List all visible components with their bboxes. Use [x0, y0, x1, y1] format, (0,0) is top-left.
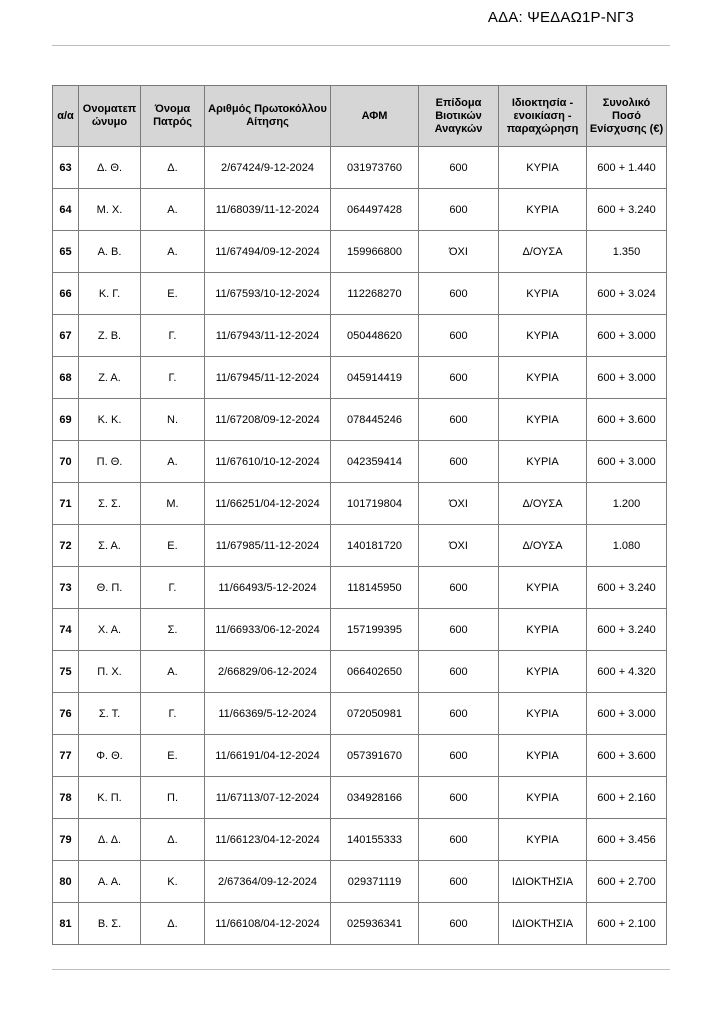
cell-aa: 68 — [53, 357, 79, 399]
cell-aa: 76 — [53, 693, 79, 735]
cell-afm: 031973760 — [331, 147, 419, 189]
table-row — [53, 819, 667, 861]
cell-father-name: Ε. — [141, 525, 205, 567]
col-header-protocol: Αριθμός Πρωτοκόλλου Αίτησης — [205, 86, 331, 147]
cell-protocol: 2/66829/06-12-2024 — [205, 651, 331, 693]
col-header-allowance: Επίδομα Βιοτικών Αναγκών — [419, 86, 499, 147]
cell-name: Χ. Α. — [79, 609, 141, 651]
cell-afm: 157199395 — [331, 609, 419, 651]
table-row — [53, 483, 667, 525]
cell-ownership: Δ/ΟΥΣΑ — [499, 231, 587, 273]
cell-aa: 77 — [53, 735, 79, 777]
cell-protocol: 2/67364/09-12-2024 — [205, 861, 331, 903]
cell-ownership: ΚΥΡΙΑ — [499, 777, 587, 819]
cell-ownership: ΚΥΡΙΑ — [499, 609, 587, 651]
cell-protocol: 11/67593/10-12-2024 — [205, 273, 331, 315]
cell-protocol: 11/67610/10-12-2024 — [205, 441, 331, 483]
cell-name: Π. Θ. — [79, 441, 141, 483]
cell-allowance: ΌΧΙ — [419, 231, 499, 273]
cell-aa: 72 — [53, 525, 79, 567]
table-row — [53, 651, 667, 693]
cell-father-name: Ε. — [141, 735, 205, 777]
cell-protocol: 11/66108/04-12-2024 — [205, 903, 331, 945]
cell-total: 600 + 3.240 — [587, 567, 667, 609]
cell-name: Α. Α. — [79, 861, 141, 903]
cell-father-name: Σ. — [141, 609, 205, 651]
cell-name: Κ. Π. — [79, 777, 141, 819]
cell-afm: 140181720 — [331, 525, 419, 567]
cell-name: Κ. Γ. — [79, 273, 141, 315]
cell-protocol: 11/67985/11-12-2024 — [205, 525, 331, 567]
cell-total: 1.080 — [587, 525, 667, 567]
cell-father-name: Α. — [141, 189, 205, 231]
cell-allowance: 600 — [419, 189, 499, 231]
col-header-afm: ΑΦΜ — [331, 86, 419, 147]
cell-ownership: ΚΥΡΙΑ — [499, 567, 587, 609]
cell-protocol: 11/67945/11-12-2024 — [205, 357, 331, 399]
table-row — [53, 609, 667, 651]
cell-father-name: Δ. — [141, 903, 205, 945]
cell-name: Σ. Α. — [79, 525, 141, 567]
table-row — [53, 735, 667, 777]
col-header-name: Ονοματεπ ώνυμο — [79, 86, 141, 147]
cell-allowance: 600 — [419, 693, 499, 735]
cell-aa: 79 — [53, 819, 79, 861]
cell-ownership: ΚΥΡΙΑ — [499, 441, 587, 483]
cell-afm: 078445246 — [331, 399, 419, 441]
cell-afm: 029371119 — [331, 861, 419, 903]
cell-allowance: 600 — [419, 819, 499, 861]
cell-total: 600 + 3.600 — [587, 735, 667, 777]
cell-name: Π. Χ. — [79, 651, 141, 693]
cell-allowance: 600 — [419, 441, 499, 483]
cell-total: 600 + 2.700 — [587, 861, 667, 903]
cell-allowance: 600 — [419, 147, 499, 189]
beneficiaries-table — [52, 85, 667, 945]
cell-total: 600 + 3.600 — [587, 399, 667, 441]
table-row — [53, 399, 667, 441]
cell-protocol: 11/66191/04-12-2024 — [205, 735, 331, 777]
cell-aa: 75 — [53, 651, 79, 693]
cell-ownership: ΚΥΡΙΑ — [499, 651, 587, 693]
col-header-father-name: Όνομα Πατρός — [141, 86, 205, 147]
cell-total: 600 + 2.100 — [587, 903, 667, 945]
cell-aa: 81 — [53, 903, 79, 945]
table-row — [53, 147, 667, 189]
cell-ownership: ΚΥΡΙΑ — [499, 693, 587, 735]
cell-afm: 101719804 — [331, 483, 419, 525]
table-row — [53, 567, 667, 609]
table-row — [53, 315, 667, 357]
table-row — [53, 693, 667, 735]
cell-name: Δ. Θ. — [79, 147, 141, 189]
cell-allowance: 600 — [419, 651, 499, 693]
cell-father-name: Δ. — [141, 147, 205, 189]
cell-allowance: ΌΧΙ — [419, 525, 499, 567]
cell-afm: 140155333 — [331, 819, 419, 861]
cell-allowance: 600 — [419, 903, 499, 945]
cell-name: Κ. Κ. — [79, 399, 141, 441]
cell-name: Φ. Θ. — [79, 735, 141, 777]
cell-ownership: ΚΥΡΙΑ — [499, 399, 587, 441]
cell-father-name: Ν. — [141, 399, 205, 441]
cell-total: 600 + 3.000 — [587, 441, 667, 483]
cell-ownership: ΚΥΡΙΑ — [499, 819, 587, 861]
table-row — [53, 903, 667, 945]
cell-afm: 064497428 — [331, 189, 419, 231]
cell-ownership: ΙΔΙΟΚΤΗΣΙΑ — [499, 903, 587, 945]
footer-divider — [52, 969, 670, 970]
cell-father-name: Α. — [141, 441, 205, 483]
cell-aa: 66 — [53, 273, 79, 315]
cell-afm: 112268270 — [331, 273, 419, 315]
cell-allowance: 600 — [419, 609, 499, 651]
cell-father-name: Γ. — [141, 315, 205, 357]
cell-father-name: Ε. — [141, 273, 205, 315]
cell-allowance: 600 — [419, 861, 499, 903]
table-row — [53, 777, 667, 819]
cell-aa: 70 — [53, 441, 79, 483]
cell-afm: 045914419 — [331, 357, 419, 399]
table-row — [53, 231, 667, 273]
cell-father-name: Γ. — [141, 357, 205, 399]
cell-afm: 042359414 — [331, 441, 419, 483]
cell-aa: 73 — [53, 567, 79, 609]
cell-allowance: 600 — [419, 315, 499, 357]
cell-afm: 118145950 — [331, 567, 419, 609]
cell-total: 600 + 3.024 — [587, 273, 667, 315]
cell-father-name: Π. — [141, 777, 205, 819]
cell-afm: 050448620 — [331, 315, 419, 357]
cell-protocol: 11/67943/11-12-2024 — [205, 315, 331, 357]
cell-total: 600 + 4.320 — [587, 651, 667, 693]
cell-father-name: Δ. — [141, 819, 205, 861]
cell-afm: 025936341 — [331, 903, 419, 945]
cell-aa: 69 — [53, 399, 79, 441]
cell-protocol: 11/66493/5-12-2024 — [205, 567, 331, 609]
cell-father-name: Γ. — [141, 567, 205, 609]
cell-afm: 159966800 — [331, 231, 419, 273]
cell-name: Δ. Δ. — [79, 819, 141, 861]
cell-aa: 80 — [53, 861, 79, 903]
cell-total: 600 + 3.240 — [587, 189, 667, 231]
cell-father-name: Α. — [141, 231, 205, 273]
cell-father-name: Γ. — [141, 693, 205, 735]
table-header-row — [53, 86, 667, 147]
table-row — [53, 357, 667, 399]
cell-allowance: 600 — [419, 357, 499, 399]
cell-total: 600 + 3.000 — [587, 693, 667, 735]
cell-protocol: 11/68039/11-12-2024 — [205, 189, 331, 231]
ada-code: ΑΔΑ: ΨΕΔΑΩ1Ρ-ΝΓ3 — [487, 9, 634, 26]
table-row — [53, 189, 667, 231]
cell-name: Μ. Χ. — [79, 189, 141, 231]
cell-total: 600 + 3.240 — [587, 609, 667, 651]
cell-total: 600 + 3.456 — [587, 819, 667, 861]
cell-allowance: 600 — [419, 567, 499, 609]
cell-afm: 057391670 — [331, 735, 419, 777]
cell-protocol: 11/66251/04-12-2024 — [205, 483, 331, 525]
cell-aa: 65 — [53, 231, 79, 273]
table-row — [53, 861, 667, 903]
cell-aa: 67 — [53, 315, 79, 357]
cell-ownership: ΚΥΡΙΑ — [499, 147, 587, 189]
cell-ownership: ΚΥΡΙΑ — [499, 273, 587, 315]
cell-name: Θ. Π. — [79, 567, 141, 609]
cell-father-name: Κ. — [141, 861, 205, 903]
cell-protocol: 11/67494/09-12-2024 — [205, 231, 331, 273]
cell-aa: 78 — [53, 777, 79, 819]
cell-protocol: 11/66933/06-12-2024 — [205, 609, 331, 651]
header-divider — [52, 45, 670, 46]
col-header-aa: α/α — [53, 86, 79, 147]
cell-total: 600 + 3.000 — [587, 357, 667, 399]
cell-ownership: ΚΥΡΙΑ — [499, 735, 587, 777]
table-row — [53, 525, 667, 567]
cell-protocol: 11/66123/04-12-2024 — [205, 819, 331, 861]
cell-protocol: 11/67113/07-12-2024 — [205, 777, 331, 819]
cell-total: 1.200 — [587, 483, 667, 525]
cell-aa: 63 — [53, 147, 79, 189]
cell-father-name: Α. — [141, 651, 205, 693]
cell-name: Σ. Σ. — [79, 483, 141, 525]
cell-ownership: ΚΥΡΙΑ — [499, 315, 587, 357]
cell-name: Ζ. Α. — [79, 357, 141, 399]
cell-ownership: ΚΥΡΙΑ — [499, 357, 587, 399]
cell-afm: 034928166 — [331, 777, 419, 819]
cell-ownership: ΚΥΡΙΑ — [499, 189, 587, 231]
cell-protocol: 2/67424/9-12-2024 — [205, 147, 331, 189]
cell-ownership: Δ/ΟΥΣΑ — [499, 483, 587, 525]
cell-total: 600 + 1.440 — [587, 147, 667, 189]
cell-aa: 64 — [53, 189, 79, 231]
cell-ownership: ΙΔΙΟΚΤΗΣΙΑ — [499, 861, 587, 903]
cell-total: 1.350 — [587, 231, 667, 273]
table-row — [53, 441, 667, 483]
col-header-ownership: Ιδιοκτησία - ενοικίαση - παραχώρηση — [499, 86, 587, 147]
cell-total: 600 + 3.000 — [587, 315, 667, 357]
cell-name: Σ. Τ. — [79, 693, 141, 735]
cell-aa: 74 — [53, 609, 79, 651]
cell-total: 600 + 2.160 — [587, 777, 667, 819]
cell-name: Ζ. Β. — [79, 315, 141, 357]
cell-allowance: 600 — [419, 273, 499, 315]
cell-ownership: Δ/ΟΥΣΑ — [499, 525, 587, 567]
cell-allowance: 600 — [419, 777, 499, 819]
cell-protocol: 11/67208/09-12-2024 — [205, 399, 331, 441]
cell-aa: 71 — [53, 483, 79, 525]
cell-allowance: 600 — [419, 399, 499, 441]
cell-name: Β. Σ. — [79, 903, 141, 945]
cell-allowance: 600 — [419, 735, 499, 777]
cell-afm: 072050981 — [331, 693, 419, 735]
cell-father-name: Μ. — [141, 483, 205, 525]
cell-allowance: ΌΧΙ — [419, 483, 499, 525]
col-header-total: Συνολικό Ποσό Ενίσχυσης (€) — [587, 86, 667, 147]
cell-protocol: 11/66369/5-12-2024 — [205, 693, 331, 735]
cell-afm: 066402650 — [331, 651, 419, 693]
cell-name: Α. Β. — [79, 231, 141, 273]
table-row — [53, 273, 667, 315]
